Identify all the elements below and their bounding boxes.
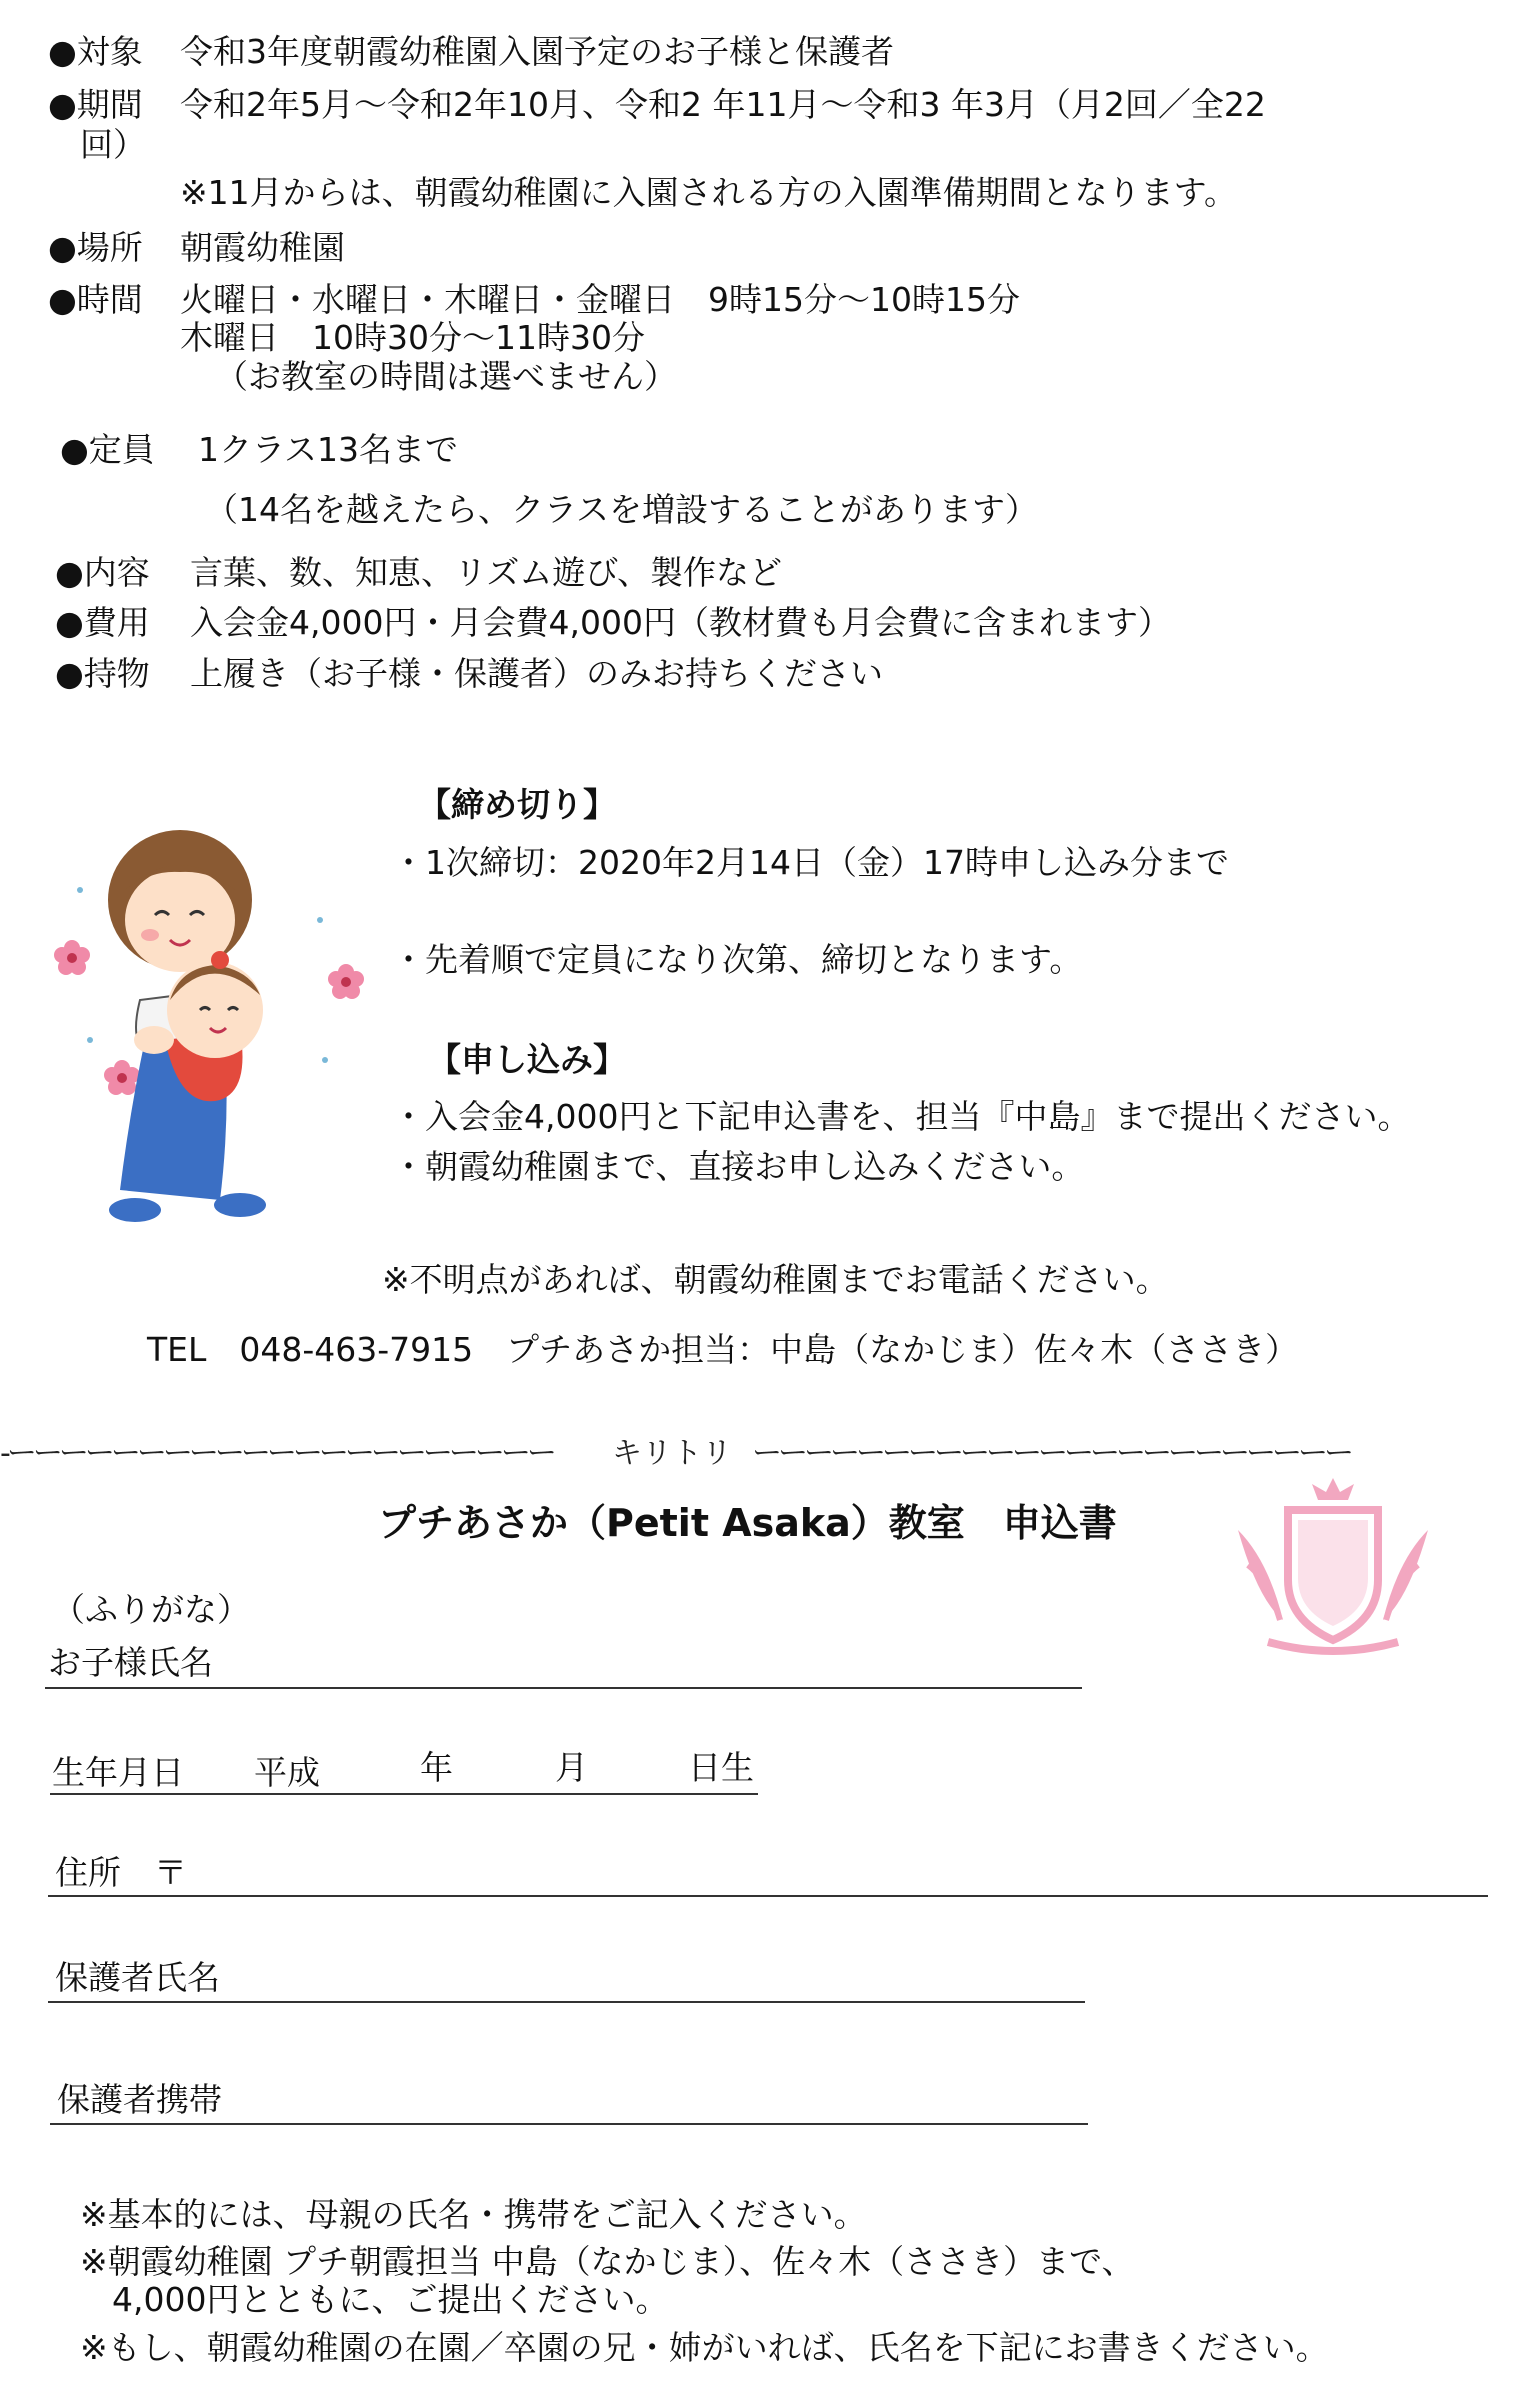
apply-heading: 【申し込み】 [428,1040,626,1079]
form-title: プチあさか（Petit Asaka）教室 申込書 [378,1501,1117,1545]
fee-label: ●費用 [55,603,150,642]
guardian-name-field[interactable] [48,2001,1085,2003]
ak-emblem-icon [1228,1470,1438,1660]
birth-label: 生年月日 [52,1753,184,1792]
belongings-value: 上履き（お子様・保護者）のみお持ちください [190,654,883,693]
capacity-value: 1クラス13名まで [198,430,458,469]
form-note-1: ※基本的には、母親の氏名・携帯をご記入ください。 [80,2195,867,2234]
form-note-3: ※もし、朝霞幼稚園の在園／卒園の兄・姉がいれば、氏名を下記にお書きください。 [80,2328,1329,2367]
flower-icon [328,964,364,999]
deadline-line1: ・1次締切：2020年2月14日（金）17時申し込み分まで [392,843,1229,882]
period-label: ●期間 [48,85,143,124]
apply-line1: ・入会金4,000円と下記申込書を、担当『中島』まで提出ください。 [392,1097,1411,1136]
target-label: ●対象 [48,32,143,71]
cut-line-left: -ーーーーーーーーーーーーーーーーーーーーー [0,1436,553,1471]
birth-year-label: 年 [420,1748,453,1787]
capacity-label: ●定員 [60,430,155,469]
deadline-line2: ・先着順で定員になり次第、締切となります。 [392,940,1083,979]
period-value: 令和2年5月～令和2年10月、令和2 年11月～令和3 年3月（月2回／全22 [180,85,1266,124]
flower-icon [54,940,90,975]
cut-line-right: ーーーーーーーーーーーーーーーーーーーーーーー [752,1436,1350,1471]
contact-tel: TEL 048-463-7915 プチあさか担当：中島（なかじま）佐々木（ささき） [147,1330,1299,1369]
form-note-2b: 4,000円とともに、ご提出ください。 [112,2280,669,2319]
time-label: ●時間 [48,280,143,319]
guardian-phone-field[interactable] [50,2123,1088,2125]
content-value: 言葉、数、知恵、リズム遊び、製作など [190,553,783,592]
address-label: 住所 〒 [55,1853,187,1892]
birth-month-label: 月 [555,1748,588,1787]
flower-icon [104,1060,140,1095]
guardian-name-label: 保護者氏名 [55,1958,220,1997]
cut-line [0,1428,1440,1471]
capacity-note: （14名を越えたら、クラスを増設することがあります） [205,490,1039,529]
apply-line2: ・朝霞幼稚園まで、直接お申し込みください。 [392,1147,1085,1186]
time-note: （お教室の時間は選べません） [215,357,677,396]
mother-baby-illustration [50,810,380,1230]
period-note: ※11月からは、朝霞幼稚園に入園される方の入園準備期間となります。 [180,173,1238,212]
cut-line-label: キリトリ [612,1436,732,1471]
birth-day-label: 日生 [688,1748,754,1787]
child-name-field[interactable] [45,1687,1082,1689]
time-line2: 木曜日 10時30分～11時30分 [180,318,645,357]
period-cont: 回） [80,125,146,164]
child-name-label: お子様氏名 [48,1643,213,1682]
address-field[interactable] [48,1895,1488,1897]
contact-note: ※不明点があれば、朝霞幼稚園までお電話ください。 [382,1260,1169,1299]
place-value: 朝霞幼稚園 [180,228,345,267]
furigana-label: （ふりがな） [52,1590,250,1629]
deadline-heading: 【締め切り】 [418,785,616,824]
time-line1: 火曜日・水曜日・木曜日・金曜日 9時15分～10時15分 [180,280,1020,319]
birth-era: 平成 [254,1753,320,1792]
fee-value: 入会金4,000円・月会費4,000円（教材費も月会費に含まれます） [190,603,1171,642]
form-note-2a: ※朝霞幼稚園 プチ朝霞担当 中島（なかじま）、佐々木（ささき）まで、 [80,2242,1135,2281]
content-label: ●内容 [55,553,150,592]
place-label: ●場所 [48,228,143,267]
belongings-label: ●持物 [55,654,150,693]
guardian-phone-label: 保護者携帯 [57,2080,222,2119]
birth-date-field[interactable] [50,1793,758,1795]
target-value: 令和3年度朝霞幼稚園入園予定のお子様と保護者 [180,32,894,71]
